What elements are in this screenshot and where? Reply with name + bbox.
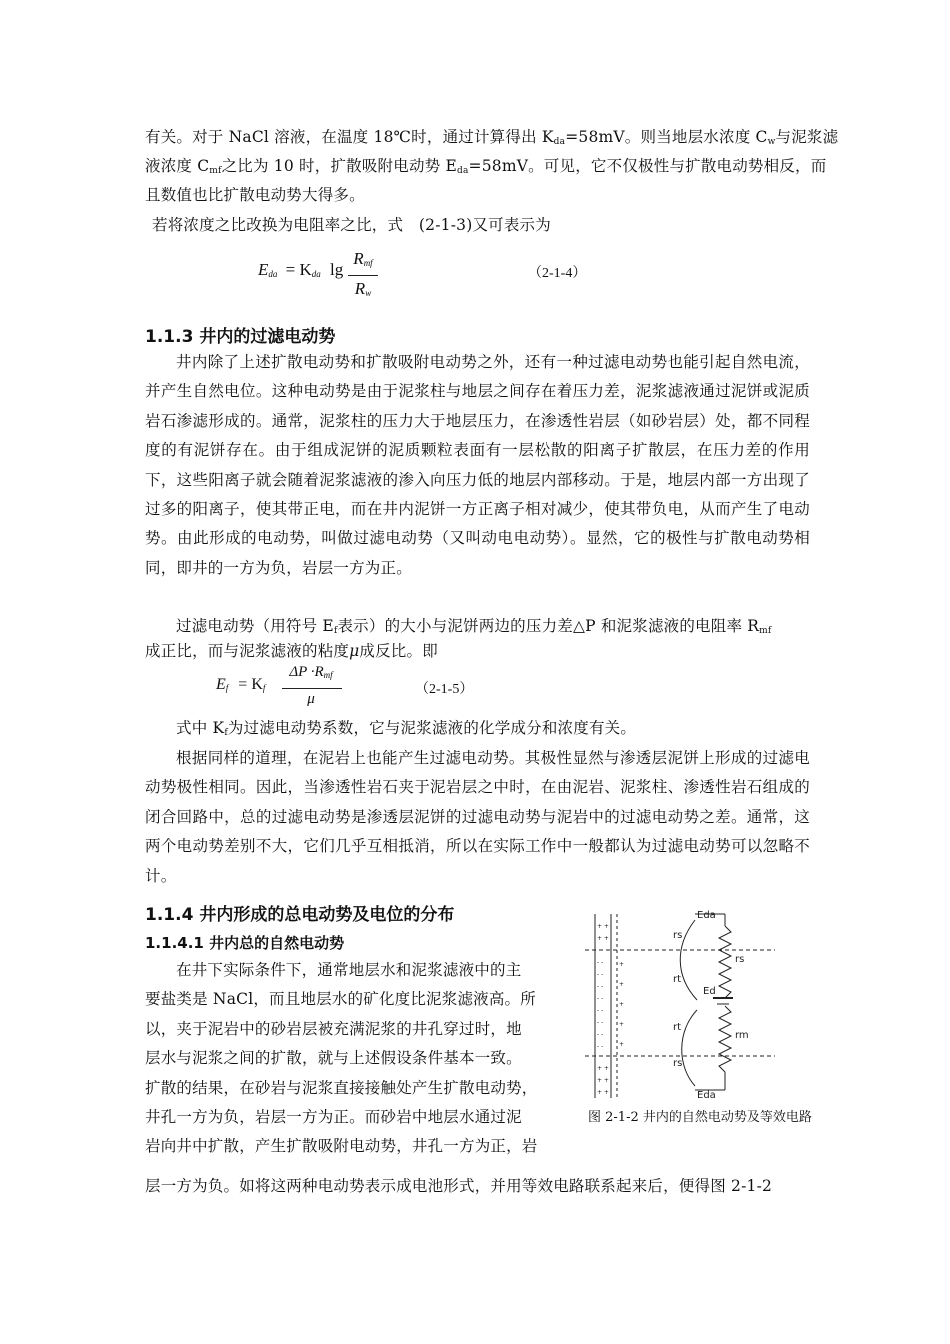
equation-2-1-5-numerator: $\Delta P \cdot R_{mf}$ xyxy=(289,664,333,680)
svg-text:+: + xyxy=(619,981,625,988)
label-rt-upper: rt xyxy=(673,974,682,985)
section-title-1-1-4-1: 1.1.4.1 井内总的自然电动势 xyxy=(145,934,345,952)
para-line: 在井下实际条件下，通常地层水和泥浆滤液中的主 xyxy=(176,961,522,979)
figure-caption: 图 2-1-2 井内的自然电动势及等效电路 xyxy=(588,1110,812,1125)
svg-text:- -: - - xyxy=(597,959,604,966)
equation-2-1-5: $E_f = K_f$ xyxy=(216,676,266,693)
section-title-1-1-4: 1.1.4 井内形成的总电动势及电位的分布 xyxy=(145,905,455,925)
equation-2-1-4-numerator: $R_{mf}$ xyxy=(353,249,373,268)
equation-number-2-1-4: （2-1-4） xyxy=(528,266,587,281)
label-rs-left: rs xyxy=(673,930,683,941)
svg-text:+ +: + + xyxy=(597,1077,609,1084)
svg-text:+: + xyxy=(619,1041,625,1048)
para-shale: 根据同样的道理，在泥岩上也能产生过滤电动势。其极性显然与渗透层泥饼上形成的过滤电动势极性相同。因此，当渗透性岩石夹于泥岩层之中时，在由泥岩、泥浆柱、渗透性岩石组成的闭合回路中，总的过滤电动势是渗透层泥饼的过滤电动势与泥岩中的过滤电动势之差。通常，这两个电动势差别不大，它们几乎互相抵消，所以在实际工作中一般都认为过滤电动势可以忽略不计。 xyxy=(145,749,810,885)
figure-2-1-2 xyxy=(585,906,785,1102)
label-eda-top: Eda xyxy=(697,910,716,921)
para-line: 层水与泥浆之间的扩散，就与上述假设条件基本一致。 xyxy=(145,1049,522,1068)
para-line: 岩向井中扩散，产生扩散吸附电动势，井孔一方为正，岩 xyxy=(145,1137,538,1156)
para-convert: 若将浓度之比改换为电阻率之比，式 (2-1-3)又可表示为 xyxy=(152,216,551,234)
svg-text:- -: - - xyxy=(597,971,604,978)
resistor-rm-upper xyxy=(719,926,731,998)
label-rs-bottom: rs xyxy=(673,1058,683,1069)
svg-text:+: + xyxy=(619,1021,625,1028)
svg-text:+ +: + + xyxy=(597,1065,609,1072)
para-kf: 式中 $K_f$为过滤电动势系数，它与泥浆滤液的化学成分和浓度有关。 xyxy=(176,719,637,738)
equation-number-2-1-5: （2-1-5） xyxy=(415,682,474,697)
equation-2-1-4-denominator: $R_w$ xyxy=(354,279,372,298)
para-filter-line-2: 成正比，而与泥浆滤液的粘度μ成反比。即 xyxy=(145,642,438,660)
svg-text:- -: - - xyxy=(597,995,604,1002)
para-1-1-3: 井内除了上述扩散电动势和扩散吸附电动势之外，还有一种过滤电动势也能引起自然电流，并产生自然电位。这种电动势是由于泥浆柱与地层之间存在着压力差，泥浆滤液通过泥饼或泥质岩石渗滤形成的。通常，泥浆柱的压力大于地层压力，在渗透性岩层（如砂岩层）处，都不同程度的有泥饼存在。由于组成泥饼的泥质颗粒表面有一层松散的阳离子扩散层，在压力差的作用下，这些阳离子就会随着泥浆滤液的渗入向压力低的地层内部移动。于是，地层内部一方出现了过多的阳离子，使其带正电，而在井内泥饼一方正离子相对减少，使其带负电，从而产生了电动势。由此形成的电动势，叫做过滤电动势（又叫动电电动势）。显然，它的极性与扩散电动势相同，即井的一方为负，岩层一方为正。 xyxy=(145,353,810,577)
para-last-line: 层一方为负。如将这两种电动势表示成电池形式，并用等效电路联系起来后，便得图 2-1-2 xyxy=(145,1177,773,1195)
label-ed: Ed xyxy=(703,986,716,997)
para-top-line-1: 有关。对于 NaCl 溶液，在温度 18℃时，通过计算得出 $K_{da}=58mV$。则当地层水浓度 $C_w$与泥浆滤 xyxy=(145,128,839,147)
para-top-line-3: 且数值也比扩散电动势大得多。 xyxy=(145,186,365,204)
para-line: 扩散的结果，在砂岩与泥浆直接接触处产生扩散电动势， xyxy=(145,1078,538,1097)
para-line: 井孔一方为负，岩层一方为正。而砂岩中地层水通过泥 xyxy=(145,1108,522,1127)
para-1-1-4-1 xyxy=(145,956,575,1162)
label-eda-bottom: Eda xyxy=(697,1090,716,1101)
para-top-line-2: 液浓度 $C_{mf}$之比为 10 时，扩散吸附电动势 $E_{da}=58mV$。可见，它不仅极性与扩散电动势相反，而 xyxy=(145,157,827,176)
svg-text:- -: - - xyxy=(597,983,604,990)
svg-text:- -: - - xyxy=(597,1031,604,1038)
label-rm: rm xyxy=(735,1030,749,1041)
svg-text:+ +: + + xyxy=(597,935,609,942)
para-line: 以，夹于泥岩中的砂岩层被充满泥浆的井孔穿过时，地 xyxy=(145,1019,522,1038)
label-rs-right: rs xyxy=(735,954,745,965)
svg-text:+ +: + + xyxy=(597,1089,609,1096)
svg-text:+ +: + + xyxy=(597,923,609,930)
equation-2-1-5-denominator: μ xyxy=(307,691,315,707)
svg-text:- -: - - xyxy=(597,1019,604,1026)
svg-text:- -: - - xyxy=(597,1007,604,1014)
svg-text:- -: - - xyxy=(597,1043,604,1050)
fraction-bar xyxy=(282,688,342,689)
section-title-1-1-3: 1.1.3 井内的过滤电动势 xyxy=(145,327,336,347)
current-path-lower xyxy=(682,1010,697,1086)
label-rt-lower: rt xyxy=(673,1022,682,1033)
resistor-rm-lower xyxy=(719,1006,731,1072)
current-path-upper xyxy=(680,920,697,1000)
para-filter-line-1: 过滤电动势（用符号 $E_f$表示）的大小与泥饼两边的压力差△P 和泥浆滤液的电阻率 $R_{mf}$ xyxy=(176,617,772,636)
svg-text:+: + xyxy=(619,1001,625,1008)
svg-text:+: + xyxy=(619,961,625,968)
equation-2-1-4: $E_{da} = K_{da}$ lg xyxy=(258,260,344,279)
fraction-bar xyxy=(348,275,378,276)
para-line: 要盐类是 NaCl，而且地层水的矿化度比泥浆滤液高。所 xyxy=(145,990,536,1009)
